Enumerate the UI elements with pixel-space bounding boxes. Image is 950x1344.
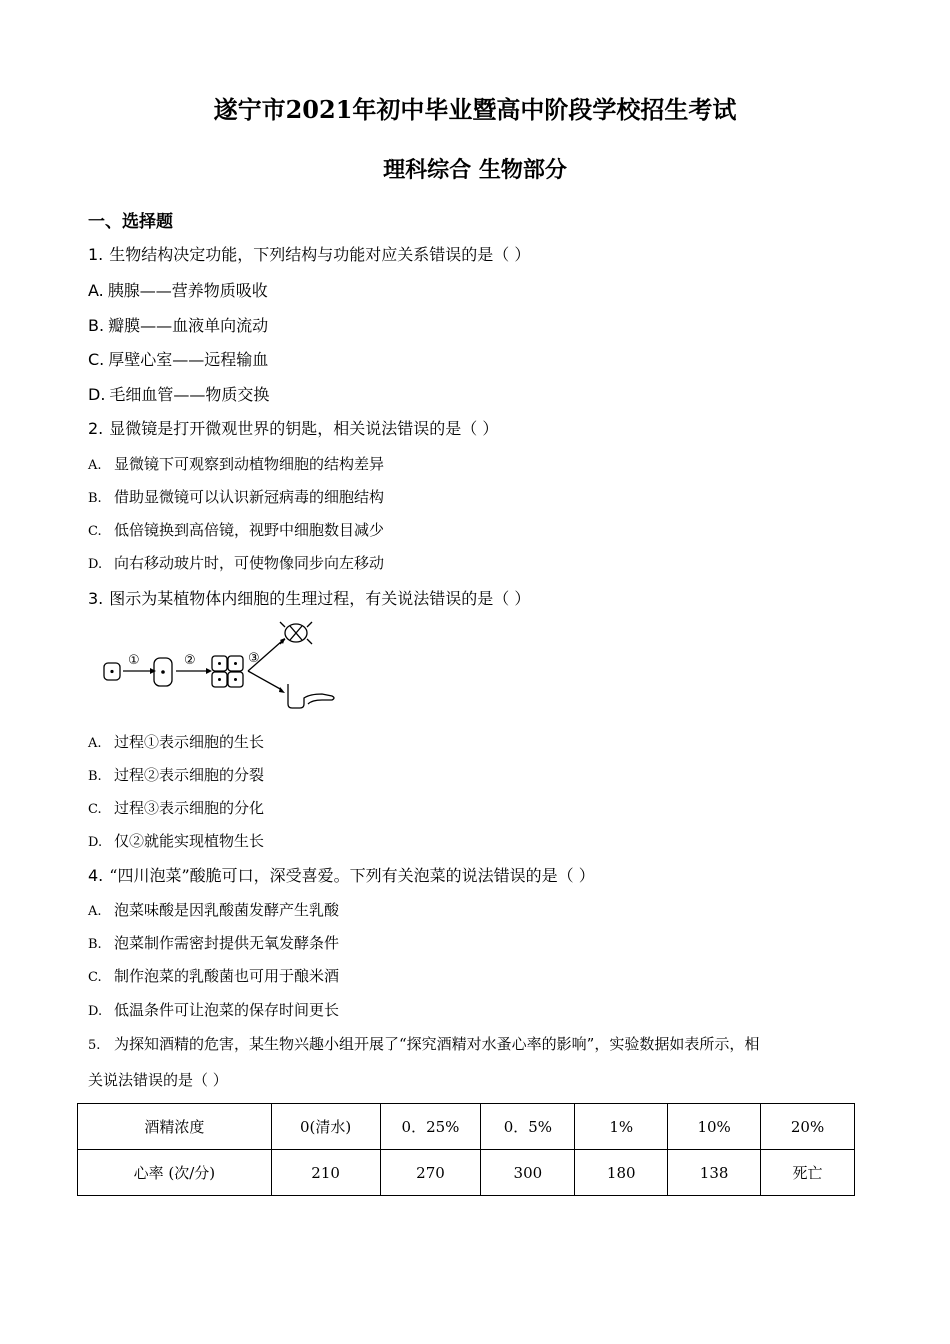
- table-cell: 20%: [761, 1104, 855, 1150]
- q1-option-a: A. 胰腺——营养物质吸收: [88, 281, 268, 300]
- table-cell: 10%: [668, 1104, 761, 1150]
- question-number: 1.: [88, 245, 104, 264]
- table-cell: 死亡: [761, 1150, 855, 1196]
- q4-option-a: A. 泡菜味酸是因乳酸菌发酵产生乳酸: [88, 901, 340, 919]
- q1-option-b: B. 瓣膜——血液单向流动: [88, 316, 269, 335]
- table-cell: 180: [575, 1150, 668, 1196]
- question-3: [88, 586, 530, 609]
- table-cell: 0．25%: [380, 1104, 481, 1150]
- question-2: [88, 416, 498, 439]
- diagram-label-2: ②: [184, 653, 196, 668]
- table-cell: 270: [380, 1150, 481, 1196]
- q1-option-c: C. 厚壁心室——远程输血: [88, 350, 269, 369]
- question-number: 4.: [88, 866, 104, 885]
- question-stem: 为探知酒精的危害，某生物兴趣小组开展了“探究酒精对水蚤心率的影响”，实验数据如表所示，相: [114, 1035, 760, 1053]
- question-5-continued: 关说法错误的是（ ）: [88, 1071, 228, 1089]
- q1-option-d: D. 毛细血管——物质交换: [88, 385, 270, 404]
- exam-subtitle: 理科综合 生物部分: [383, 157, 567, 183]
- question-5: [88, 1033, 759, 1054]
- q2-option-d: D. 向右移动玻片时，可使物像同步向左移动: [88, 554, 385, 572]
- differentiated-cell-bottom: [288, 684, 334, 708]
- table-cell: 1%: [575, 1104, 668, 1150]
- divided-cells: [212, 656, 243, 687]
- question-stem: 生物结构决定功能，下列结构与功能对应关系错误的是（ ）: [109, 245, 531, 264]
- q2-option-c: C. 低倍镜换到高倍镜，视野中细胞数目减少: [88, 521, 385, 539]
- exam-title: 遂宁市2021年初中毕业暨高中阶段学校招生考试: [213, 95, 737, 124]
- q3-option-a: A. 过程①表示细胞的生长: [88, 733, 265, 751]
- table-cell: 0(清水): [271, 1104, 380, 1150]
- table-cell: 210: [271, 1150, 380, 1196]
- section-title: 一、选择题: [88, 212, 173, 232]
- table-cell: 300: [481, 1150, 575, 1196]
- q4-option-c: C. 制作泡菜的乳酸菌也可用于酿米酒: [88, 967, 340, 985]
- question-number: 2.: [88, 419, 104, 438]
- question-stem: 显微镜是打开微观世界的钥匙，相关说法错误的是（ ）: [109, 419, 499, 438]
- cell-process-diagram: [100, 618, 340, 710]
- table-header-row: [78, 1104, 855, 1150]
- table-row: [78, 1150, 855, 1196]
- q3-option-b: B. 过程②表示细胞的分裂: [88, 766, 265, 784]
- differentiated-cell-top: [280, 622, 312, 644]
- table-cell: 酒精浓度: [78, 1104, 272, 1150]
- question-number: 3.: [88, 589, 104, 608]
- q2-option-a: A. 显微镜下可观察到动植物细胞的结构差异: [88, 455, 385, 473]
- q4-option-b: B. 泡菜制作需密封提供无氧发酵条件: [88, 934, 340, 952]
- arrow-process-3-down: [248, 671, 282, 690]
- question-stem: “四川泡菜”酸脆可口，深受喜爱。下列有关泡菜的说法错误的是（ ）: [109, 866, 595, 885]
- question-stem: 图示为某植物体内细胞的生理过程，有关说法错误的是（ ）: [109, 589, 531, 608]
- table-cell: 0．5%: [481, 1104, 575, 1150]
- table-cell: 138: [668, 1150, 761, 1196]
- q2-option-b: B. 借助显微镜可以认识新冠病毒的细胞结构: [88, 488, 385, 506]
- diagram-label-1: ①: [128, 653, 140, 668]
- alcohol-heart-rate-table: [77, 1103, 855, 1196]
- question-4: [88, 863, 595, 886]
- q3-option-c: C. 过程③表示细胞的分化: [88, 799, 265, 817]
- question-number: 5.: [88, 1038, 101, 1053]
- table-cell: 心率 (次/分): [78, 1150, 272, 1196]
- question-1: [88, 242, 530, 265]
- q4-option-d: D. 低温条件可让泡菜的保存时间更长: [88, 1001, 340, 1019]
- q3-option-d: D. 仅②就能实现植物生长: [88, 832, 265, 850]
- diagram-label-3: ③: [248, 651, 260, 666]
